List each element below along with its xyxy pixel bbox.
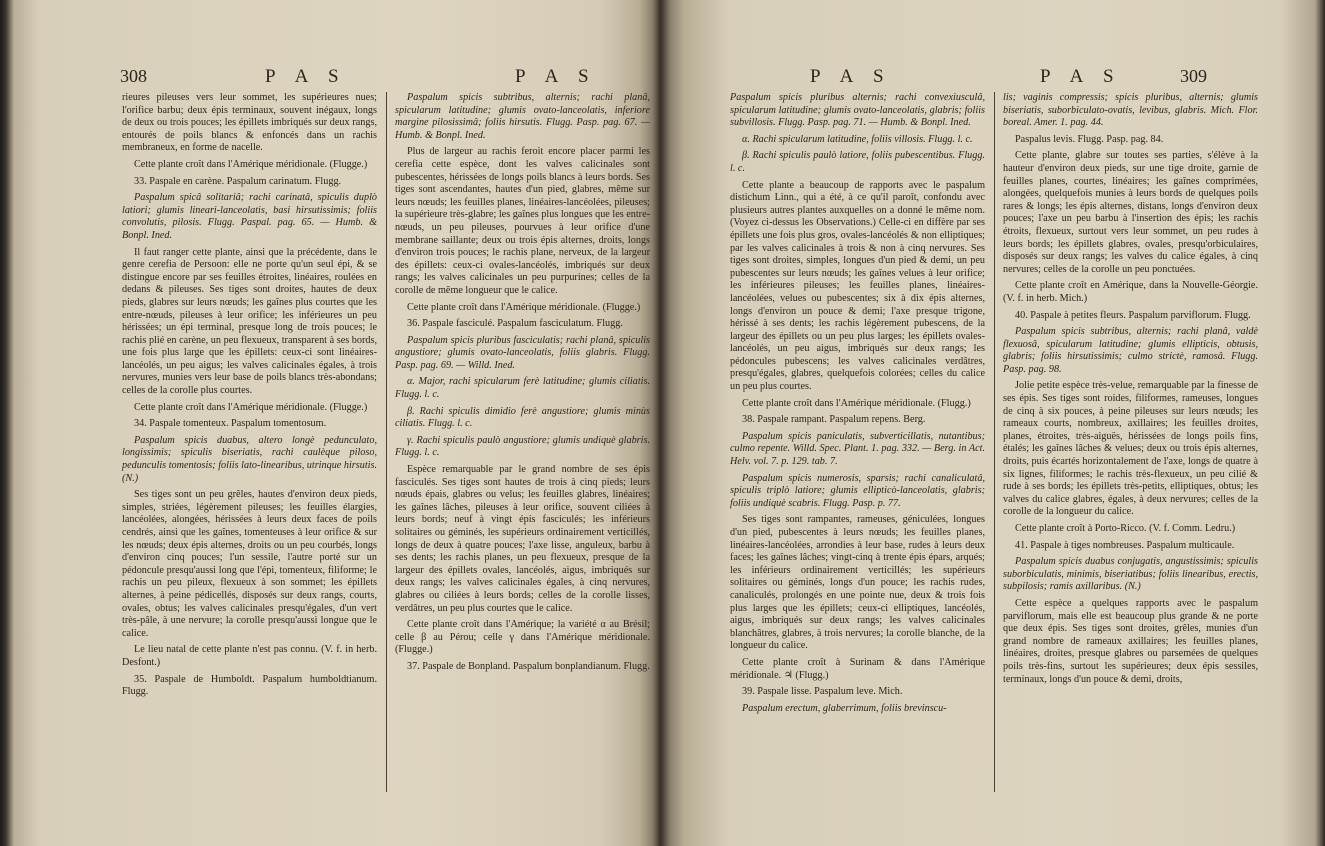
column-rule <box>386 92 387 792</box>
paragraph: Plus de largeur au rachis feroit encore placer parmi les cerefia cette espèce, dont les valves calicinales sont pubescentes, hérissées de longs poils blancs à leurs bords. Ses tiges sont ascendantes, hautes d'un pied, glabres, même sur leurs nœuds; les feuilles planes, linéaires-lancéolées, pileuses; la supérieure très-glabre; les gaînes plus longues que les entre-nœuds, un peu pileuses, pourvues à leur orifice d'une membrane saillante; deux ou trois épis alternes, droits, longs d'environ trois pouces; le rachis plane, nerveux, de la largeur des épillets: ceux-ci ovales-lancéolés, imbriqués sur deux rangs; les valves calicinales un peu purpurines; celles de la corolle de même longueur que le calice. <box>395 146 650 296</box>
paragraph: Il faut ranger cette plante, ainsi que la précédente, dans le genre cerefia de Persoon: elle ne porte qu'un seul épi, & se distingue encore par ses feuilles étroites, linéaires, roulées en dedans & pileuses. Ses tiges sont droites, hautes de deux pieds, glabres sur leurs nœuds; les gaînes plus courtes que les entre-nœuds, pileuses à leur orifice; les inférieures un peu hérissées; un épi terminal, presque long de trois pouces; le rachis plié en carène, un peu flexueux, transparent à ses bords, une fois plus large que les épillets: ceux-ci sont linéaires-lancéolés, un peu aigus; les valves calicinales égales, à trois nervures, munies vers leur base de poils blancs très-abondans; celles de la corolle plus courtes. <box>122 246 377 397</box>
paragraph: Cette plante croît en Amérique, dans la Nouvelle-Géorgie. (V. f. in herb. Mich.) <box>1003 280 1258 304</box>
paragraph: Cette plante croît dans l'Amérique méridionale. (Flugge.) <box>407 301 641 313</box>
latin-diagnosis: Paspalum spicis pluribus fasciculatis; rachi planâ, spiculis angustiore; glumis ovato-lanceolatis, foliis glabris. Flugg. Pasp. pag. 69. — Willd. Ined. <box>395 334 650 371</box>
entry-heading: 40. Paspale à petites fleurs. Paspalum parviflorum. Flugg. <box>1015 309 1251 321</box>
entry-heading: 36. Paspale fasciculé. Paspalum fasciculatum. Flugg. <box>407 318 623 330</box>
running-header-right-col1: P A S <box>810 66 892 87</box>
entry-heading: 33. Paspale en carène. Paspalum carinatum. Flugg. <box>134 175 342 187</box>
entry-heading: 38. Paspale rampant. Paspalum repens. Berg. <box>742 414 926 426</box>
paragraph: Cette plante croît dans l'Amérique méridionale. (Flugg.) <box>742 397 971 409</box>
paragraph: Espèce remarquable par le grand nombre de ses épis fasciculés. Ses tiges sont hautes de trois à cinq pieds; leurs nœuds épais, glabres ou velus; les feuilles glabres, linéaires; les gaînes lâches, pileuses à leur orifice, souvent ciliées à leurs bords; neuf à vingt épis fasciculés; les inférieurs solitaires ou géminés, les supérieurs ordinairement verticillés, longs de deux à quatre pouces; l'axe lisse, anguleux, barbu à ses dents; les rachis planes, un peu flexueux, presque de la largeur des épillets ovales, lancéolés, aigus, imbriqués sur deux rangs; les valves calicinales égales, à cinq nervures, glabres ou ciliées à leurs bords; celles de la corolle lisses, verdâtres, un peu plus courtes que le calice. <box>395 464 650 614</box>
page-number-left: 308 <box>120 66 147 86</box>
entry-heading: 39. Paspale lisse. Paspalum leve. Mich. <box>742 686 903 698</box>
variety-line: β. Rachi spiculis paulò latiore, foliis pubescentibus. Flugg. l. c. <box>730 150 985 174</box>
variety-line: β. Rachi spiculis dimidio ferè angustiore; glumis minùs ciliatis. Flugg. l. c. <box>395 405 650 430</box>
latin-diagnosis: Paspalum spicis paniculatis, subverticillatis, nutantibus; culmo repente. Willd. Spec. Plant. 1. pag. 332. — Berg. in Act. Helv. vol. 7. p. 129. tab. 7. <box>730 430 985 468</box>
paragraph: rieures pileuses vers leur sommet, les supérieures nues; l'orifice barbu; deux épis terminaux, souvent inégaux, longs de deux ou trois pouces; les épillets imbriqués sur deux rangs, entourés de poils blancs & enfoncés dans un rachis membraneux, en forme de nacelle. <box>122 92 377 154</box>
variety-line: γ. Rachi spiculis paulò angustiore; glumis undiquè glabris. Flugg. l. c. <box>395 434 650 459</box>
running-header-left-col1: P A S <box>265 66 347 87</box>
entry-heading: 34. Paspale tomenteux. Paspalum tomentosum. <box>134 418 327 430</box>
paragraph: Cette plante a beaucoup de rapports avec le paspalum distichum Linn., qui a été, à ce qu'il paroît, confondu avec plusieurs autres plantes auxquelles on a donné le même nom. (Voyez ci-dessus les Observations.) Celle-ci en diffère par ses épillets une fois plus gros, ovales-lancéolés & non elliptiques; par les valves calicinales à trois & non à cinq nervures. Ses tiges sont droites, simples, longues d'un pied & demi, un peu pubescentes sur leurs nœuds; les gaînes velues à leur orifice; les inférieures pileuses; les feuilles planes, linéaires-lancéolées, velues ou pubescentes; six à dix épis alternes, longs d'environ un pouce & demi; l'axe presque trigone, hérissé à ses dents; les rachis légèrement pubescens, de la largeur des épillets ou un peu plus larges; les épillets ovales-lancéolés, un peu aigus, imbriqués sur deux rangs; les pédoncules pubescens; les valves calicinales verdâtres, presqu'égales, glabres, quelquefois colorées; celles du calice un peu plus courtes. <box>730 179 985 393</box>
column-rule <box>994 92 995 792</box>
paragraph: Cette plante croît dans l'Amérique méridionale. (Flugge.) <box>134 401 368 413</box>
left-page <box>0 0 660 846</box>
latin-diagnosis: Paspalum spicis subtribus, alternis; rachi planâ, valdè flexuosâ, spicularum latitudine; glumis ellipticis, obtusis, glabris; foliis hirsutissimis; culmo strictè, ramosâ. Flugg. Pasp. pag. 98. <box>1003 326 1258 375</box>
paragraph: Ses tiges sont un peu grêles, hautes d'environ deux pieds, simples, striées, légèrement pileuses; les feuilles élargies, lancéolées, alongées, hérissées à leurs deux faces de poils cendrés, ainsi que les gaînes, tomenteuses à leur orifice & sur les nœuds; deux épis alternes, droits ou un peu courbés, longs d'environ cinq pouces; l'un sessile, l'autre porté sur un pédoncule presqu'aussi long que l'épi, tomenteux, filiforme; le rachis un peu pileux, flexueux à son sommet; les épillets alternes, à peine pédicellés, disposés sur deux rangs, courts, ovales, obtus; les valves calicinales presqu'égales, d'un vert très-pâle, à une nervure; la corolle presqu'aussi longue que le calice. <box>122 489 377 639</box>
paragraph: Cette plante, glabre sur toutes ses parties, s'élève à la hauteur d'environ deux pieds, sur une tige droite, garnie de feuilles planes, courtes, linéaires; les gaînes comprimées, alongées, quelquefois munies à leurs bords de quelques poils rares & longs; les épis alternes, distans, longs d'environ deux pouces; l'axe un peu barbu à l'insertion des épis; les rachis étroits, flexueux, surtout vers leur sommet, un peu rudes à leurs bords; les épillets glabres, ovales, presqu'orbiculaires, disposés sur deux rangs; les valves du calice égales, à cinq nervures; celles de la corolle un peu ponctuées. <box>1003 150 1258 275</box>
left-page-column-2 <box>395 92 650 678</box>
latin-diagnosis: Paspalum spicis subtribus, alternis; rachi planâ, spicularum latitudine; glumis ovato-lanceolatis, inferiore margine pilosissimâ; foliis hirsutis. Flugg. Pasp. pag. 67. — Humb. & Bonpl. Ined. <box>395 92 650 141</box>
paragraph: Jolie petite espèce très-velue, remarquable par la finesse de ses épis. Ses tiges sont roides, filiformes, rameuses, longues de cinq à six pouces, à peine pileuses sur leurs nœuds; les rameaux courts, nombreux, axillaires; les feuilles droites, planes, étroites, très-aiguës, hérissées de longs poils fins, étalés; les gaînes lâches & velues; deux ou trois épis alternes, droits, puis écartés horizontalement de l'axe, longs de quatre à six lignes, filiformes; le rachis très-flexueux, un peu cilié & rude à ses bords; les épillets très-petits, elliptiques, obtus; les valves du calice glabres, égales, à deux nervures; celles de la corolle de la longueur du calice. <box>1003 380 1258 518</box>
right-page-column-2 <box>1003 92 1258 690</box>
running-header-right-col2: P A S <box>1040 66 1122 87</box>
left-page-column-1 <box>122 92 377 703</box>
variety-line: α. Major, rachi spicularum ferè latitudine; glumis ciliatis. Flugg. l. c. <box>395 376 650 401</box>
running-header-left-col2: P A S <box>515 66 597 87</box>
book-gutter <box>652 0 670 846</box>
paragraph: Cette plante croît dans l'Amérique méridionale. (Flugge.) <box>134 158 368 170</box>
page-number-right: 309 <box>1180 66 1207 86</box>
right-page <box>660 0 1325 846</box>
right-page-column-1 <box>730 92 985 719</box>
latin-diagnosis: Paspalum spicis pluribus alternis; rachi convexiusculâ, spicularum latitudine; glumis ovato-lanceolatis, glabris; foliis subvillosis. Flugg. Pasp. pag. 71. — Humb. & Bonpl. Ined. <box>730 92 985 129</box>
latin-diagnosis: Paspalum spicis duabus, altero longè pedunculato, longissimis; spiculis biseriatis, rachi caulèque piloso, pedunculis tomentosis; foliis lato-linearibus, utrinque hirsutis. (N.) <box>122 434 377 484</box>
latin-diagnosis: lis; vaginis compressis; spicis pluribus, alternis; glumis biseriatis, suborbiculato-ovatis, levibus, glabris. Mich. Flor. boreal. Amer. 1. pag. 44. <box>1003 92 1258 129</box>
paragraph: Cette plante croît à Surinam & dans l'Amérique méridionale. ♃ (Flugg.) <box>730 656 985 681</box>
entry-heading: 37. Paspale de Bonpland. Paspalum bonplandianum. Flugg. <box>407 660 650 672</box>
latin-diagnosis: Paspalum spicis numerosis, sparsis; rachi canaliculatâ, spiculis triplò latiore; glumis ellipticò-lanceolatis, glabris; foliis undiquè scabris. Flugg. Pasp. p. 77. <box>730 472 985 509</box>
paragraph: Le lieu natal de cette plante n'est pas connu. (V. f. in herb. Desfont.) <box>122 644 377 668</box>
paragraph: Ses tiges sont rampantes, rameuses, géniculées, longues d'un pied, pubescentes à leurs nœuds; les feuilles planes, linéaires-lancéolées, arrondies à leur base, rudes à leurs deux faces; les gaînes lâches; vingt-cinq à trente épis épars, arqués; les inférieurs ordinairement verticillés; les supérieurs solitaires ou géminés, longs d'un pouce; les rachis rudes, canaliculés, prolongés en une pointe nue, deux & trois fois plus larges que les épillets; ceux-ci elliptiques, lancéolés, aigus, imbriqués sur deux rangs; les valves calicinales blanchâtres, glabres, à trois nervures; la corolle blanche, de la longueur du calice. <box>730 514 985 652</box>
paragraph: Cette plante croît à Porto-Ricco. (V. f. Comm. Ledru.) <box>1015 523 1236 534</box>
entry-heading: 35. Paspale de Humboldt. Paspalum humboldtianum. Flugg. <box>122 673 377 698</box>
entry-heading: 41. Paspale à tiges nombreuses. Paspalum multicaule. <box>1015 539 1235 551</box>
synonym-line: Paspalus levis. Flugg. Pasp. pag. 84. <box>1015 133 1164 145</box>
latin-diagnosis: Paspalum spicis duabus conjugatis, angustissimis; spiculis suborbiculatis, minimis, biseriatibus; foliis linearibus, erectis, subpilosis; ramis axillaribus. (N.) <box>1003 556 1258 593</box>
latin-diagnosis: Paspalum spicâ solitariâ; rachi carinatâ, spiculis duplò latiori; glumis lineari-lanceolatis, basi hirsutissimis; foliis convolutis, pilosis. Flugg. Paspal. pag. 65. — Humb. & Bonpl. Ined. <box>122 192 377 241</box>
latin-diagnosis: Paspalum erectum, glaberrimum, foliis brevinscu- <box>742 702 947 714</box>
paragraph: Cette espèce a quelques rapports avec le paspalum parviflorum, mais elle est beaucoup plus grande & ne porte que deux épis. Ses tiges sont droites, grêles, munies d'un grand nombre de rameaux axillaires; les feuilles planes, linéaires, droites, presque glabres ou parsemées de quelques poils très-fins, surtout les supérieures; deux épis sessiles, terminaux, longs d'un pouce & demi, droits, <box>1003 597 1258 685</box>
variety-line: α. Rachi spicularum latitudine, foliis villosis. Flugg. l. c. <box>742 133 973 145</box>
paragraph: Cette plante croît dans l'Amérique; la variété α au Brésil; celle β au Pérou; celle γ dans l'Amérique méridionale. (Flugge.) <box>395 619 650 656</box>
